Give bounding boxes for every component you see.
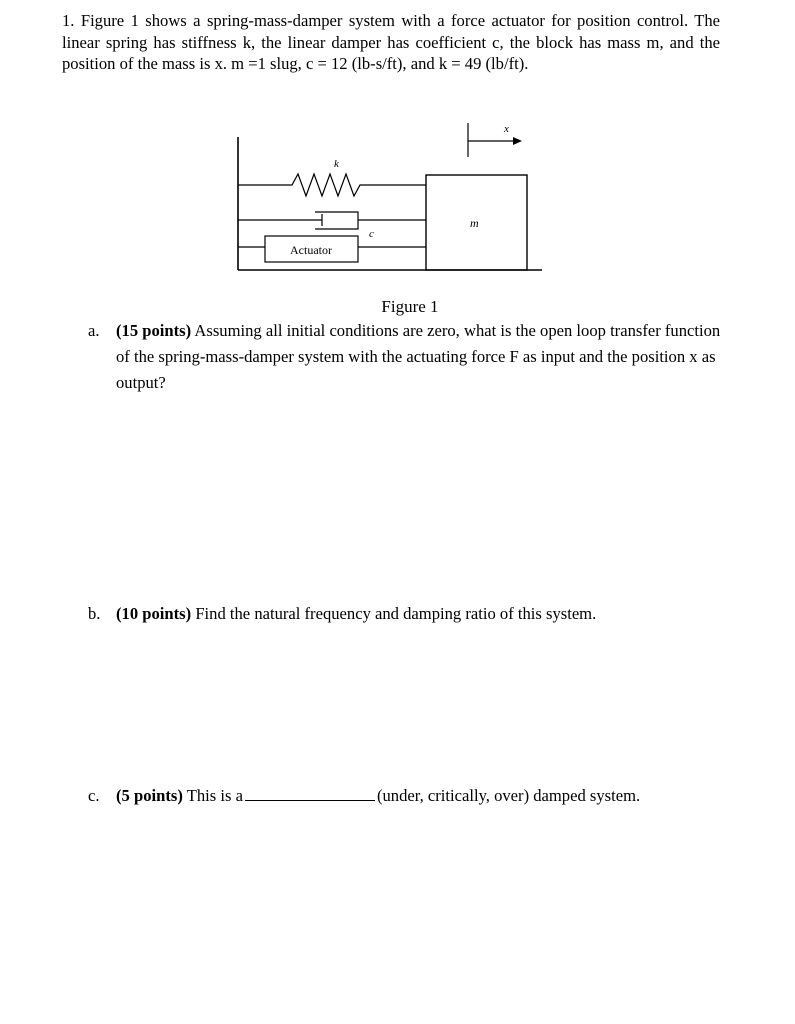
- question-text: Assuming all initial conditions are zero, what is the open loop transfer function of the spring-mass-damper system with the actuating force F as input and the position x as output?: [116, 321, 721, 392]
- mass-label: m: [470, 216, 479, 230]
- question-text-before: This is a: [186, 786, 243, 805]
- question-points: (5 points): [116, 786, 183, 805]
- question-text-after: (under, critically, over) damped system.: [376, 786, 641, 805]
- spring-label: k: [334, 158, 339, 170]
- question-b: [88, 601, 728, 627]
- question-a: [88, 318, 728, 396]
- question-c: [88, 783, 728, 809]
- question-points: (10 points): [116, 604, 192, 623]
- question-points: (15 points): [116, 321, 192, 340]
- spring: [238, 174, 426, 196]
- figure-diagram: [230, 115, 550, 280]
- question-text: Find the natural frequency and damping ratio of this system.: [195, 604, 597, 623]
- damper-label: c: [369, 228, 374, 240]
- question-letter: a.: [88, 321, 100, 340]
- figure-caption: Figure 1: [381, 297, 439, 316]
- position-arrowhead: [513, 137, 522, 145]
- question-letter: c.: [88, 786, 100, 805]
- problem-statement: 1. Figure 1 shows a spring-mass-damper system with a force actuator for position control. The linear spring has stiffness k, the linear damper has coefficient c, the block has mass m, and the position of the mass is x. m =1 slug, c = 12 (lb-s/ft), and k = 49 (lb/ft).: [62, 11, 720, 73]
- answer-blank: [245, 786, 375, 801]
- position-label: x: [504, 123, 509, 135]
- question-letter: b.: [88, 604, 101, 623]
- actuator-label: Actuator: [290, 243, 332, 257]
- spring-mass-damper-figure: [230, 115, 550, 280]
